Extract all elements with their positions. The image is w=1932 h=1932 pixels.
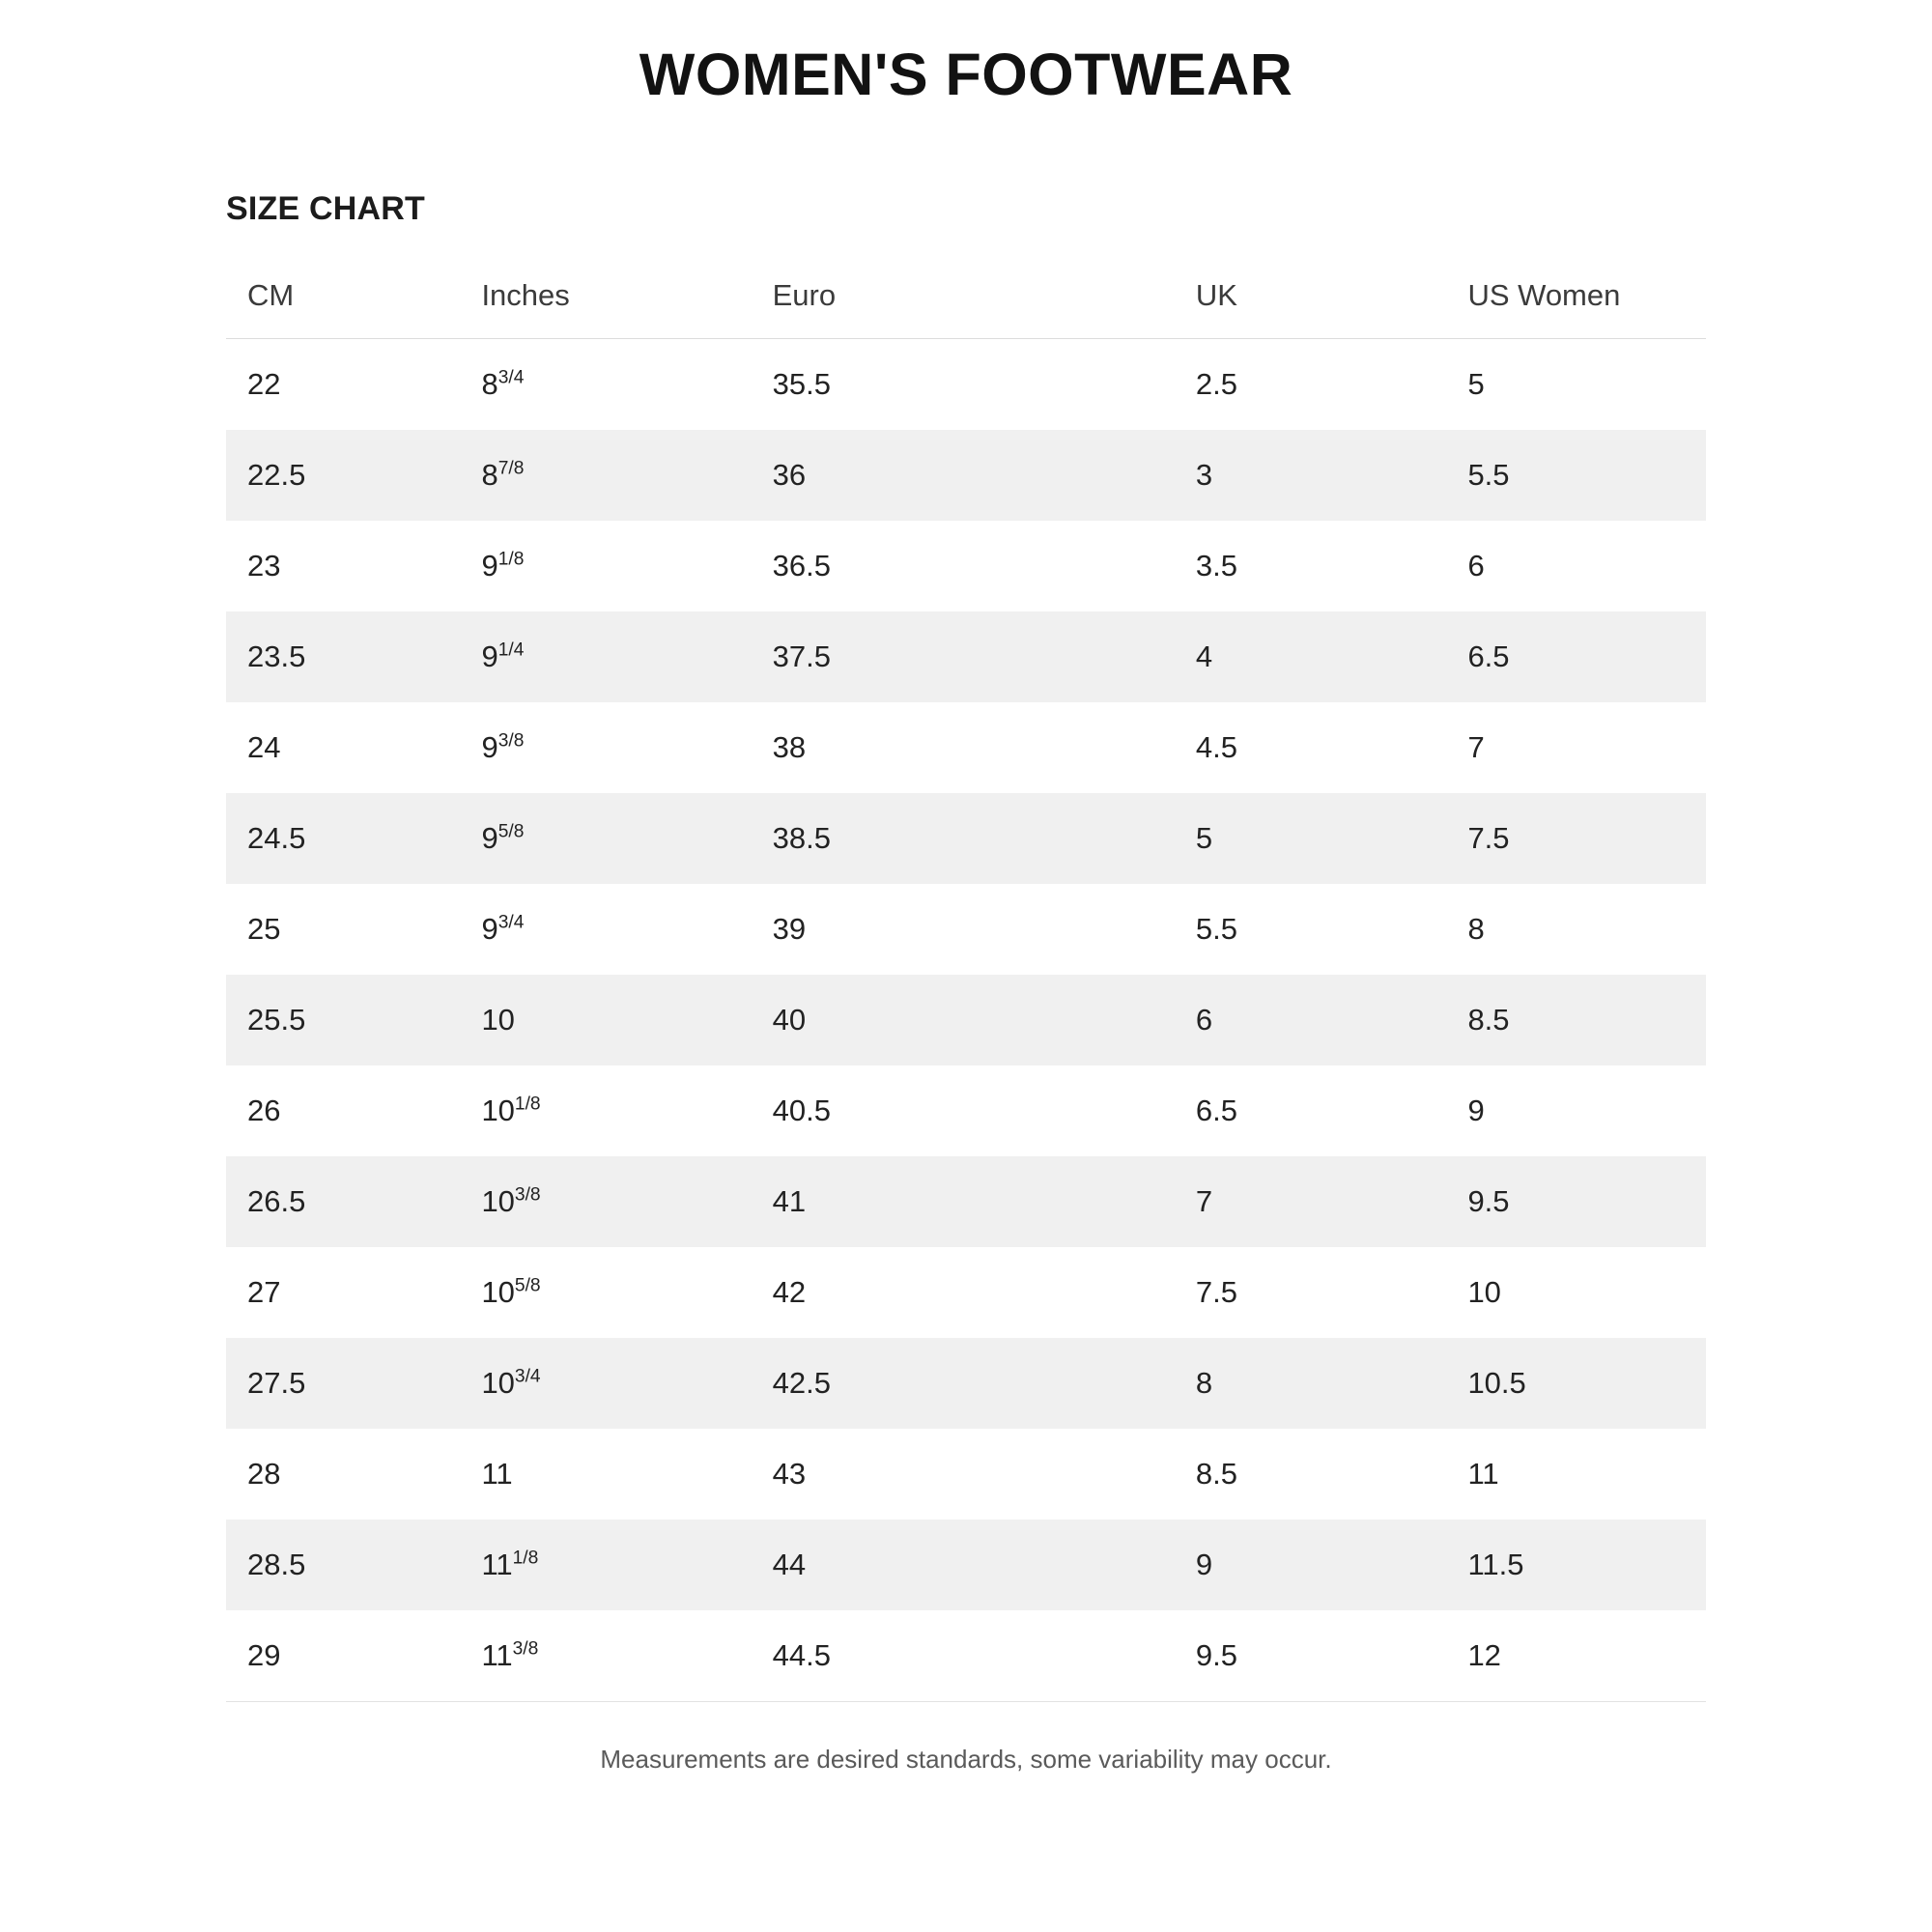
cell-us-women: 10 [1467,1275,1501,1309]
cell-us-women: 9.5 [1446,1156,1706,1247]
cell-us-women: 8 [1467,912,1485,946]
cell-inches [460,1429,751,1520]
cell-uk: 9 [1175,1520,1447,1610]
inches-fraction: 3/4 [514,1366,541,1387]
cell-cm: 22 [247,367,281,401]
cell-euro: 37.5 [752,611,1175,702]
cell-euro: 35.5 [772,367,831,401]
table-row [226,884,1706,975]
table-row [226,1429,1706,1520]
cell-euro: 38 [772,730,807,764]
cell-inches [460,793,751,884]
cell-inches [460,1065,751,1156]
inches-fraction: 5/8 [497,821,525,842]
inches-whole: 9 [481,639,498,673]
inches-fraction: 1/8 [512,1548,539,1569]
cell-us-women: 7.5 [1446,793,1706,884]
cell-cm: 24.5 [226,793,460,884]
footnote: Measurements are desired standards, some variability may occur. [600,1745,1332,1774]
size-table-container [0,269,1932,1701]
inches-whole: 9 [481,821,498,855]
table-row [226,702,1706,793]
table-row [226,1065,1706,1156]
column-header-euro: Euro [752,269,1175,339]
table-row [226,1247,1706,1338]
cell-uk: 6 [1175,975,1447,1065]
table-row [226,793,1706,884]
cell-uk: 4.5 [1195,730,1237,764]
inches-whole: 10 [481,1094,515,1127]
cell-euro: 41 [752,1156,1175,1247]
cell-us-women: 9 [1467,1094,1485,1127]
cell-cm: 29 [247,1638,281,1672]
cell-cm: 22.5 [226,430,460,521]
cell-us-women: 5 [1467,367,1485,401]
cell-euro: 39 [772,912,807,946]
cell-uk: 7.5 [1195,1275,1237,1309]
table-row [226,339,1706,431]
cell-cm: 27.5 [226,1338,460,1429]
column-header-inches: Inches [460,269,751,339]
size-table [226,269,1706,1701]
inches-fraction: 1/4 [497,639,525,661]
inches-fraction: 3/4 [497,367,525,388]
inches-fraction: 3/4 [497,912,525,933]
cell-inches [460,975,751,1065]
cell-inches [460,1156,751,1247]
inches-whole: 11 [481,1457,513,1491]
table-row [226,1338,1706,1429]
cell-euro: 36.5 [772,549,831,582]
table-body [226,339,1706,1702]
table-row [226,1610,1706,1701]
cell-euro: 38.5 [752,793,1175,884]
inches-fraction: 1/8 [514,1094,541,1115]
table-header-row [226,269,1706,339]
cell-uk: 2.5 [1195,367,1237,401]
table-header [226,269,1706,339]
cell-uk: 6.5 [1195,1094,1237,1127]
cell-inches [460,339,751,431]
inches-fraction: 7/8 [497,458,525,479]
cell-uk: 8.5 [1195,1457,1237,1491]
cell-euro: 40.5 [772,1094,831,1127]
inches-whole: 8 [481,367,498,401]
cell-inches [460,1610,751,1701]
inches-fraction: 5/8 [514,1275,541,1296]
inches-whole: 8 [481,458,498,492]
inches-whole: 10 [481,1003,515,1037]
table-row [226,1156,1706,1247]
cell-euro: 42 [772,1275,807,1309]
cell-inches [460,884,751,975]
cell-us-women: 11.5 [1446,1520,1706,1610]
cell-uk: 8 [1175,1338,1447,1429]
cell-uk: 9.5 [1195,1638,1237,1672]
cell-cm: 28.5 [226,1520,460,1610]
cell-euro: 44.5 [772,1638,831,1672]
cell-euro: 40 [752,975,1175,1065]
cell-us-women: 7 [1467,730,1485,764]
cell-inches [460,1247,751,1338]
inches-whole: 9 [481,730,498,764]
inches-fraction: 3/8 [514,1184,541,1206]
section-heading: SIZE CHART [226,190,425,227]
table-row [226,975,1706,1065]
cell-cm: 27 [247,1275,281,1309]
cell-cm: 25.5 [226,975,460,1065]
cell-us-women: 6.5 [1446,611,1706,702]
cell-us-women: 10.5 [1446,1338,1706,1429]
cell-cm: 25 [247,912,281,946]
cell-uk: 5.5 [1195,912,1237,946]
cell-uk: 7 [1175,1156,1447,1247]
inches-whole: 9 [481,912,498,946]
inches-whole: 9 [481,549,498,582]
cell-us-women: 12 [1467,1638,1501,1672]
cell-euro: 43 [772,1457,807,1491]
cell-inches [460,702,751,793]
inches-fraction: 3/8 [497,730,525,752]
cell-inches [460,521,751,611]
table-row [226,430,1706,521]
cell-inches [460,1520,751,1610]
cell-cm: 28 [247,1457,281,1491]
cell-cm: 26.5 [226,1156,460,1247]
cell-inches [460,611,751,702]
table-row [226,521,1706,611]
inches-whole: 10 [481,1275,515,1309]
page-title: WOMEN'S FOOTWEAR [639,42,1293,107]
column-header-us-women: US Women [1446,269,1706,339]
cell-uk: 3 [1175,430,1447,521]
cell-cm: 23 [247,549,281,582]
cell-us-women: 6 [1467,549,1485,582]
column-header-cm: CM [226,269,460,339]
table-row [226,611,1706,702]
cell-cm: 26 [247,1094,281,1127]
cell-us-women: 11 [1467,1457,1499,1491]
cell-us-women: 8.5 [1446,975,1706,1065]
cell-uk: 5 [1175,793,1447,884]
cell-cm: 24 [247,730,281,764]
inches-whole: 11 [481,1638,513,1672]
cell-inches [460,430,751,521]
cell-cm: 23.5 [226,611,460,702]
cell-euro: 44 [752,1520,1175,1610]
cell-uk: 4 [1175,611,1447,702]
inches-whole: 11 [481,1548,513,1581]
inches-whole: 10 [481,1184,515,1218]
inches-fraction: 3/8 [512,1638,539,1660]
cell-inches [460,1338,751,1429]
cell-uk: 3.5 [1195,549,1237,582]
cell-euro: 42.5 [752,1338,1175,1429]
inches-fraction: 1/8 [497,549,525,570]
cell-us-women: 5.5 [1446,430,1706,521]
column-header-uk: UK [1175,269,1447,339]
table-row [226,1520,1706,1610]
cell-euro: 36 [752,430,1175,521]
inches-whole: 10 [481,1366,515,1400]
